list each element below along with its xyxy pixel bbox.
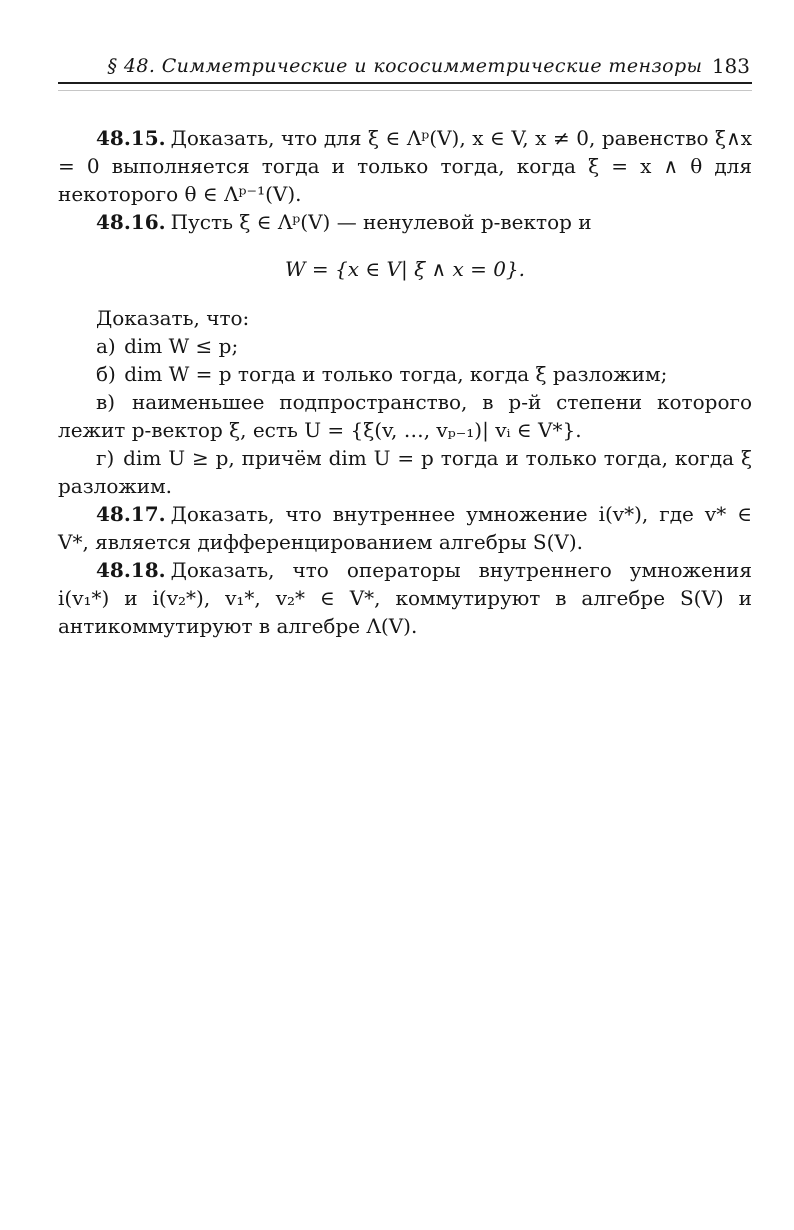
prove-intro: Доказать, что: xyxy=(96,306,250,330)
item-marker-v: в) xyxy=(96,390,116,414)
header-rule xyxy=(58,82,752,84)
problem-number-48-16: 48.16. xyxy=(96,210,166,234)
display-equation: W = {x ∈ V| ξ ∧ x = 0}. xyxy=(284,257,526,281)
page-content xyxy=(58,0,752,640)
item-marker-g: г) xyxy=(96,446,115,470)
item-text-g: dim U ≥ p, причём dim U = p тогда и только тогда, когда ξ разложим. xyxy=(58,446,752,498)
header-rule-shadow xyxy=(58,90,752,91)
list-item-g xyxy=(58,444,752,500)
problem-number-48-18: 48.18. xyxy=(96,558,166,582)
problem-intro-48-16: Пусть ξ ∈ Λᵖ(V) — ненулевой p-вектор и xyxy=(170,210,592,234)
list-item-a xyxy=(58,332,752,360)
problem-number-48-17: 48.17. xyxy=(96,502,166,526)
problem-statement-48-18: Доказать, что операторы внутреннего умножения i(v₁*) и i(v₂*), v₁*, v₂* ∈ V*, коммутируют в алгебре S(V) и антикоммутируют в алгебре Λ(V). xyxy=(58,558,752,638)
section-heading: § 48. Симметрические и кососимметрические тензоры xyxy=(107,55,703,77)
problems-text xyxy=(58,124,752,640)
page-number: 183 xyxy=(711,54,750,78)
problem-statement-48-17: Доказать, что внутреннее умножение i(v*), где v* ∈ V*, является дифференцированием алгебры S(V). xyxy=(58,502,752,554)
list-item-b xyxy=(58,360,752,388)
problem-statement-48-15: Доказать, что для ξ ∈ Λᵖ(V), x ∈ V, x ≠ 0, равенство ξ∧x = 0 выполняется тогда и только тогда, когда ξ = x ∧ θ для некоторого θ ∈ Λᵖ⁻¹(V). xyxy=(58,126,752,206)
running-head xyxy=(58,54,752,78)
problem-48-17 xyxy=(58,500,752,556)
item-marker-a: а) xyxy=(96,334,116,358)
list-item-v xyxy=(58,388,752,444)
item-text-a: dim W ≤ p; xyxy=(124,334,239,358)
problem-48-16 xyxy=(58,208,752,236)
problem-48-18 xyxy=(58,556,752,640)
problem-number-48-15: 48.15. xyxy=(96,126,166,150)
item-text-b: dim W = p тогда и только тогда, когда ξ разложим; xyxy=(124,362,668,386)
item-text-v: наименьшее подпространство, в p-й степени которого лежит p-вектор ξ, есть U = {ξ(v, …, vₚ₋₁)| vᵢ ∈ V*}. xyxy=(58,390,752,442)
item-marker-b: б) xyxy=(96,362,116,386)
problem-48-15 xyxy=(58,124,752,208)
